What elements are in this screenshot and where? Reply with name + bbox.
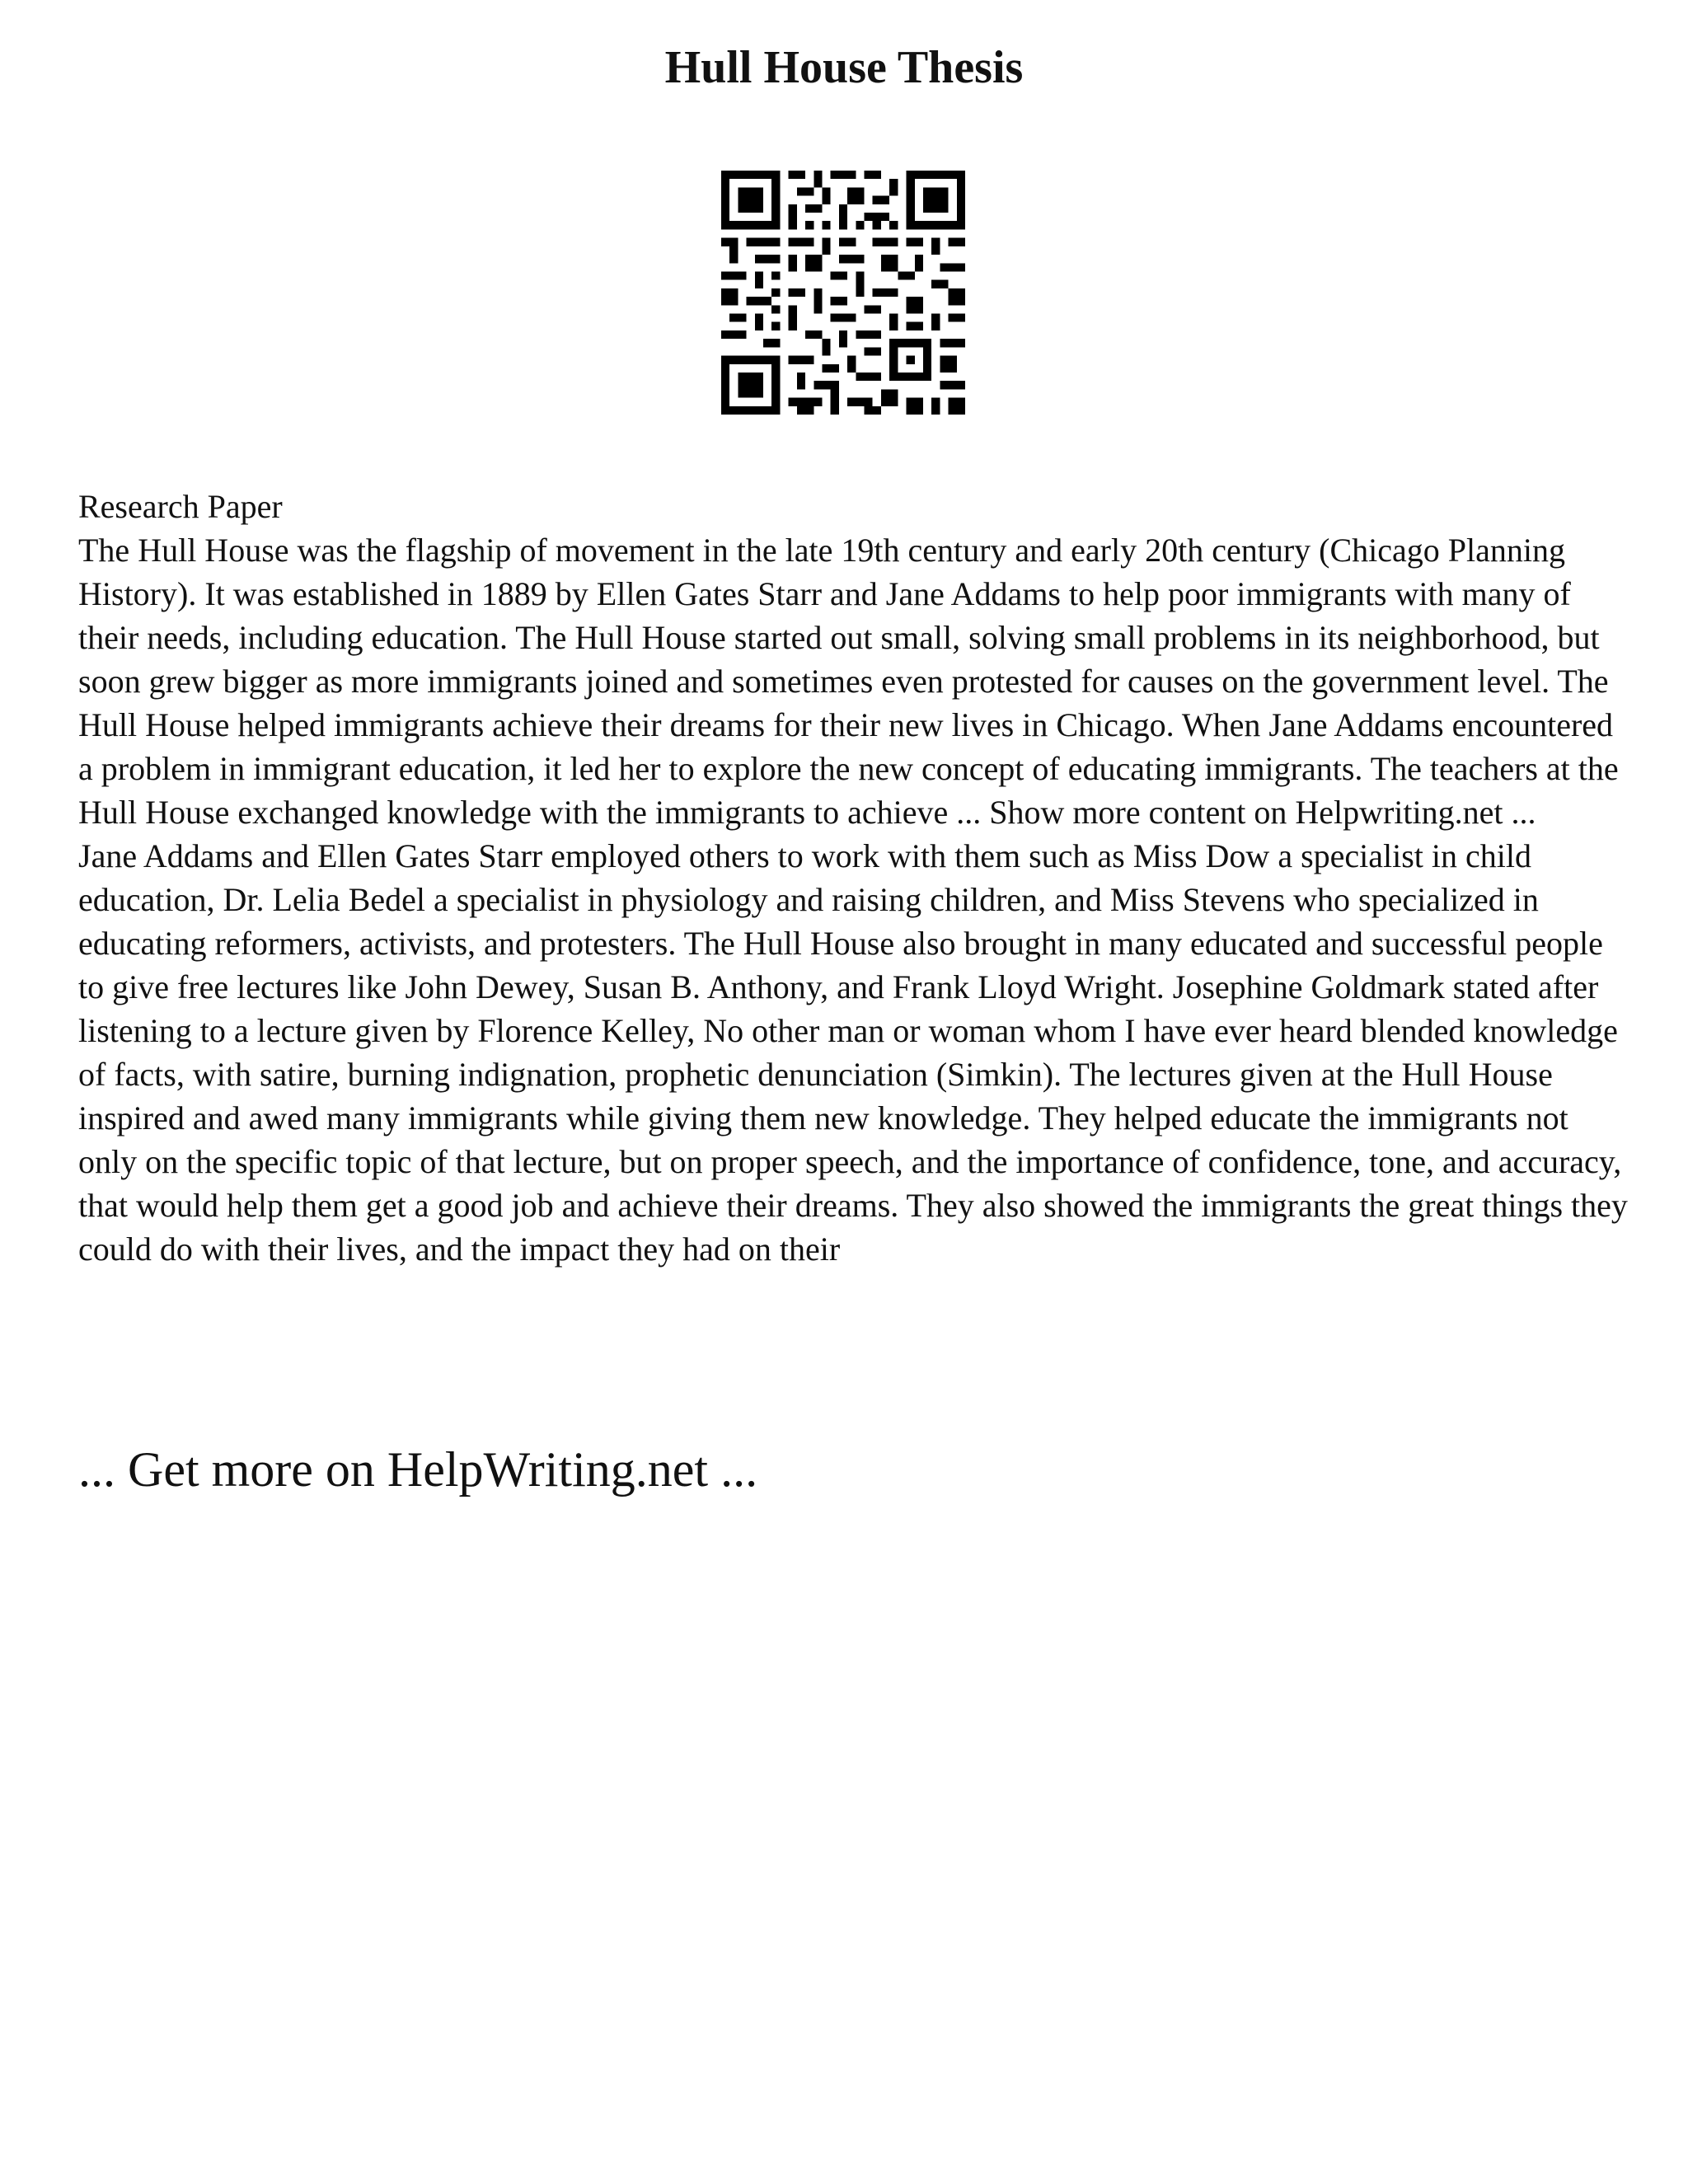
article-body [78, 485, 1628, 1271]
qr-code-icon [721, 171, 965, 415]
get-more-link[interactable]: ... Get more on HelpWriting.net ... [78, 1442, 758, 1497]
paragraph-2: Jane Addams and Ellen Gates Starr employed others to work with them such as Miss Dow a specialist in child education, Dr. Lelia Bedel a specialist in physiology and raising children, and Miss Stevens who specialized in educating reformers, activists, and protesters. The Hull House also brought in many educated and successful people to give free lectures like John Dewey, Susan B. Anthony, and Frank Lloyd Wright. Josephine Goldmark stated after listening to a lecture given by Florence Kelley, No other man or woman whom I have ever heard blended knowledge of facts, with satire, burning indignation, prophetic denunciation (Simkin). The lectures given at the Hull House inspired and awed many immigrants while giving them new knowledge. They helped educate the immigrants not only on the specific topic of that lecture, but on proper speech, and the importance of confidence, tone, and accuracy, that would help them get a good job and achieve their dreams. They also showed the immigrants the great things they could do with their lives, and the impact they had on their [78, 837, 1628, 1268]
page-title: Hull House Thesis [664, 42, 1024, 93]
paragraph-1: The Hull House was the flagship of movement in the late 19th century and early 20th century (Chicago Planning History). It was established in 1889 by Ellen Gates Starr and Jane Addams to help poor immigrants with many of their needs, including education. The Hull House started out small, solving small problems in its neighborhood, but soon grew bigger as more immigrants joined and sometimes even protested for causes on the government level. The Hull House helped immigrants achieve their dreams for their new lives in Chicago. When Jane Addams encountered a problem in immigrant education, it led her to explore the new concept of educating immigrants. The teachers at the Hull House exchanged knowledge with the immigrants to achieve ... Show more content on Helpwriting.net ... [78, 532, 1619, 831]
document-subtitle: Research Paper [78, 488, 283, 525]
